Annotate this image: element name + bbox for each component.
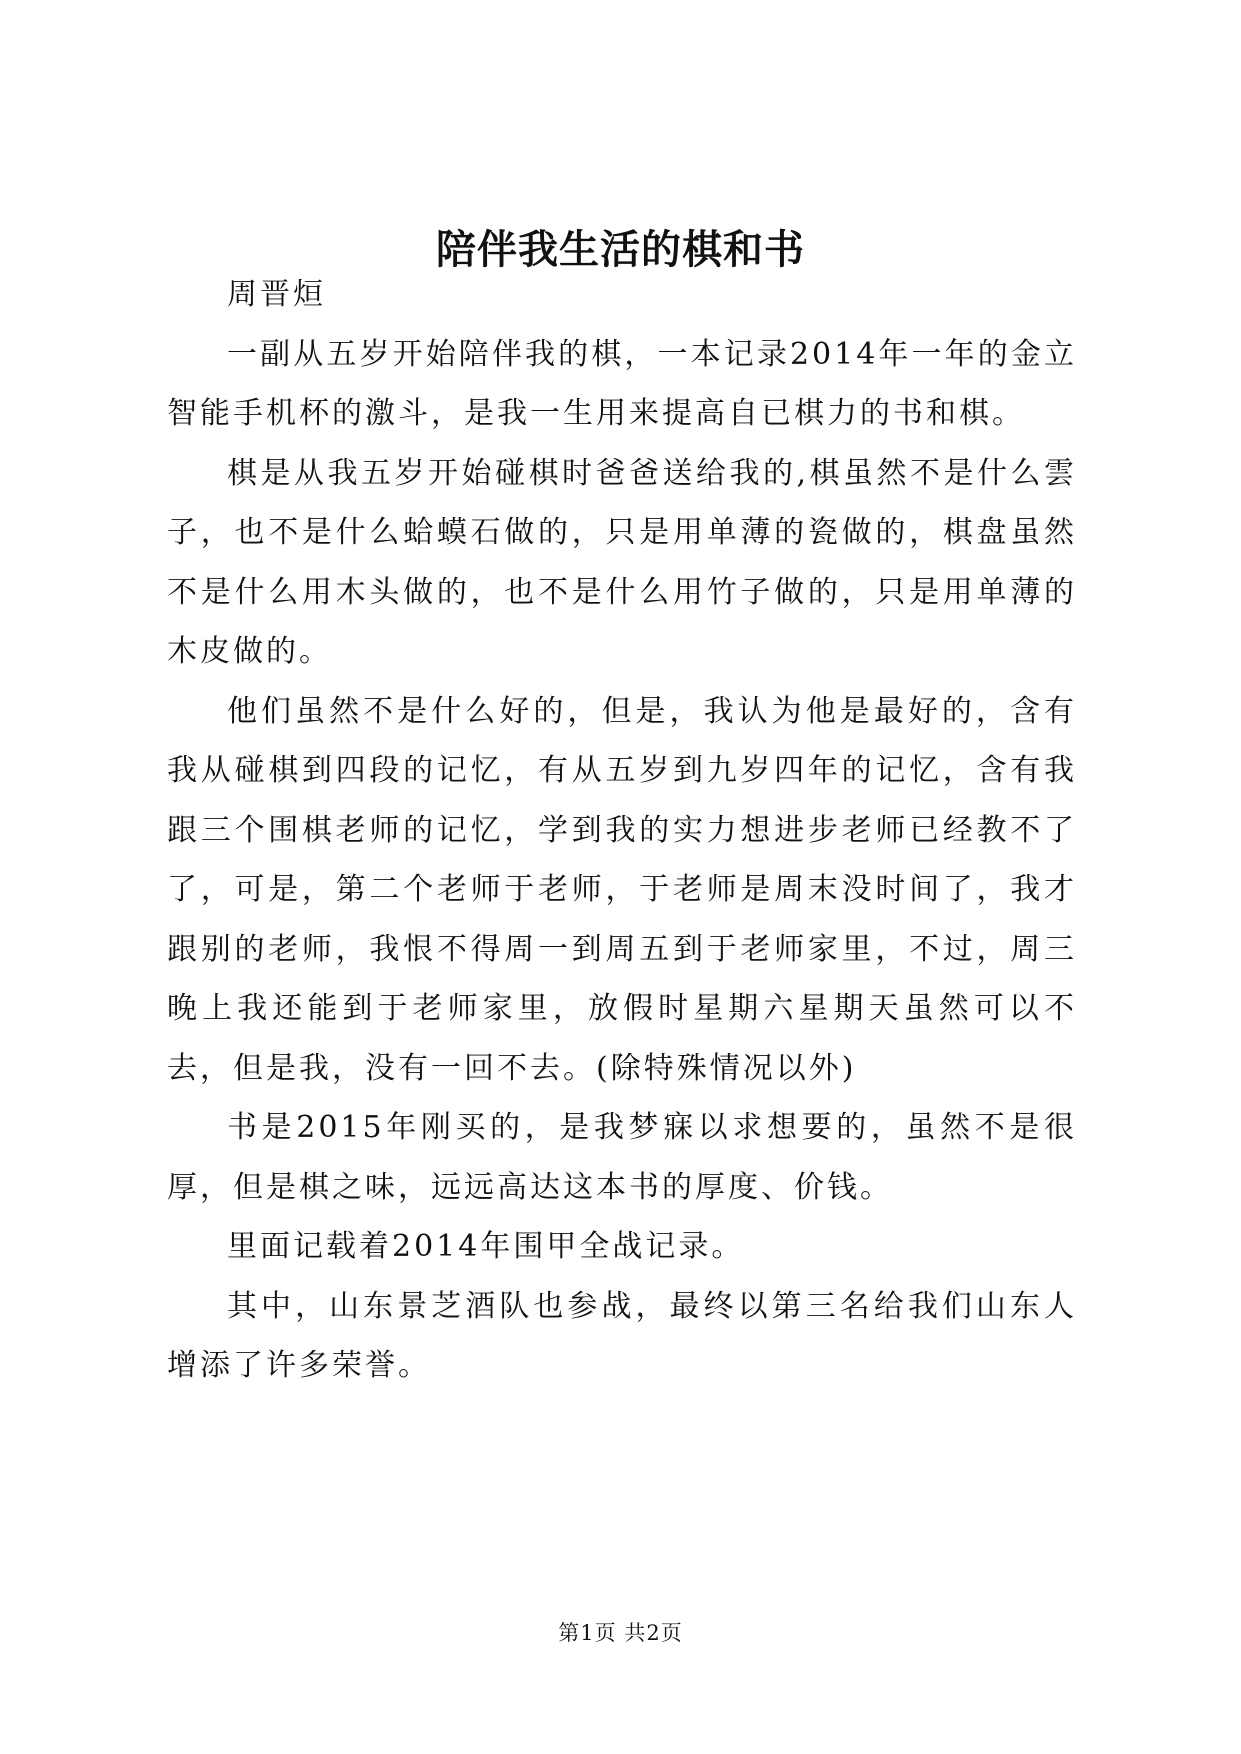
- document-body: [167, 265, 1077, 1396]
- paragraph-record: 里面记载着2014年围甲全战记录。: [227, 1229, 745, 1264]
- author-line: 周晋烜: [227, 277, 326, 312]
- paragraph-chess-set: 棋是从我五岁开始碰棋时爸爸送给我的,棋虽然不是什么雲子，也不是什么蛤蟆石做的，只是用单薄的瓷做的，棋盘虽然不是什么用木头做的，也不是什么用竹子做的，只是用单薄的木皮做的。: [167, 455, 1077, 669]
- document-title: 陪伴我生活的棋和书: [436, 226, 805, 273]
- paragraph-memories: 他们虽然不是什么好的，但是，我认为他是最好的，含有我从碰棋到四段的记忆，有从五岁到九岁四年的记忆，含有我跟三个围棋老师的记忆，学到我的实力想进步老师已经教不了了，可是，第二个老师于老师，于老师是周末没时间了，我才跟别的老师，我恨不得周一到周五到于老师家里，不过，周三晚上我还能到于老师家里，放假时星期六星期天虽然可以不去，但是我，没有一回不去。(除特殊情况以外): [167, 693, 1077, 1086]
- page-number-footer: 第1页 共2页: [558, 1621, 683, 1645]
- paragraph-intro: 一副从五岁开始陪伴我的棋，一本记录2014年一年的金立智能手机杯的激斗，是我一生用来提高自已棋力的书和棋。: [167, 336, 1077, 431]
- paragraph-book: 书是2015年刚买的，是我梦寐以求想要的，虽然不是很厚，但是棋之味，远远高达这本书的厚度、价钱。: [167, 1110, 1077, 1205]
- paragraph-shandong-team: 其中，山东景芝酒队也参战，最终以第三名给我们山东人增添了许多荣誉。: [167, 1288, 1077, 1383]
